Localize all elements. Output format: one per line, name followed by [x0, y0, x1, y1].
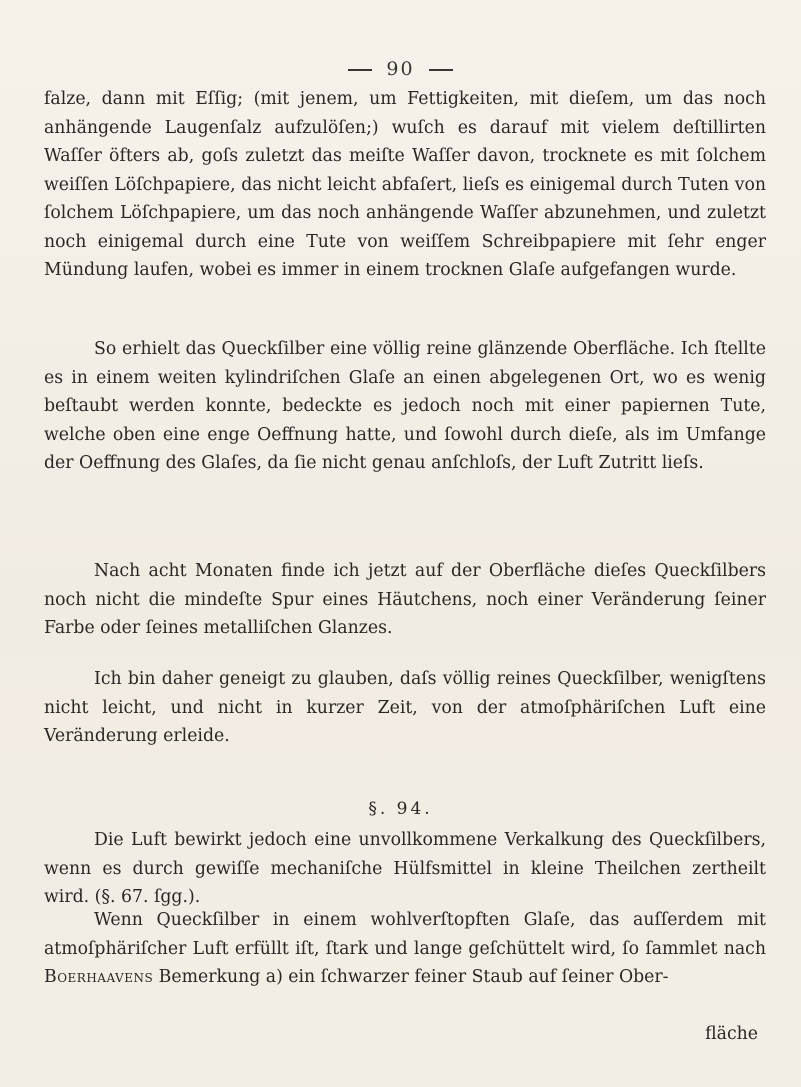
- right-dash-decoration: [429, 69, 453, 71]
- paragraph-6-text-a: Wenn Queckſilber in einem wohlverſtopften Glaſe, das auſſerdem mit atmoſphäriſcher Luft erfüllt iſt, ſtark und lange geſchüttelt wird, ſo ſammlet nach: [44, 910, 766, 959]
- paragraph-1-block: [44, 85, 766, 285]
- page-number: 90: [386, 58, 415, 80]
- paragraph-5: Die Luft bewirkt jedoch eine unvollkommene Verkalkung des Queckſilbers, wenn es durch gewiſſe mechaniſche Hülfsmittel in kleine Theilchen zertheilt wird. (§. 67. ſgg.).: [44, 830, 766, 907]
- paragraph-6-block: [44, 906, 766, 992]
- paragraph-2: So erhielt das Queckſilber eine völlig reine glänzende Oberfläche. Ich ſtellte es in einem weiten kylindriſchen Glaſe an einen abgelegenen Ort, wo es wenig beſtaubt werden konnte, bedeckte es jedoch noch mit einer papiernen Tute, welche oben eine enge Oeffnung hatte, und ſowohl durch dieſe, als im Umfange der Oeffnung des Glaſes, da ſie nicht genau anſchloſs, der Luft Zutritt lieſs.: [44, 339, 766, 473]
- paragraph-4: Ich bin daher geneigt zu glauben, daſs völlig reines Queckſilber, wenigſtens nicht leicht, und nicht in kurzer Zeit, von der atmoſphäriſchen Luft eine Veränderung erleide.: [44, 669, 766, 746]
- paragraph-2-block: [44, 335, 766, 478]
- paragraph-5-block: [44, 826, 766, 912]
- section-heading: §. 94.: [368, 799, 433, 819]
- left-dash-decoration: [348, 69, 372, 71]
- author-name: Boerhaavens: [44, 967, 154, 987]
- paragraph-3: Nach acht Monaten finde ich jetzt auf der Oberfläche dieſes Queckſilbers noch nicht die mindeſte Spur eines Häutchens, noch einer Veränderung ſeiner Farbe oder ſeines metalliſchen Glanzes.: [44, 561, 766, 638]
- running-head: [0, 58, 801, 80]
- paragraph-1: falze, dann mit Eſſig; (mit jenem, um Fettigkeiten, mit dieſem, um das noch anhängende Laugenſalz aufzulöſen;) wuſch es darauf mit vielem deſtillirten Waſſer öfters ab, goſs zuletzt das meiſte Waſſer davon, trocknete es mit ſolchem weiſſen Löſchpapiere, das nicht leicht abfaſert, lieſs es einigemal durch Tuten von ſolchem Löſchpapiere, um das noch anhängende Waſſer abzunehmen, und zuletzt noch einigemal durch eine Tute von weiſſem Schreibpapiere mit ſehr enger Mündung laufen, wobei es immer in einem trocknen Glaſe aufgefangen wurde.: [44, 89, 766, 280]
- paragraph-6: [44, 906, 766, 992]
- catchword: fläche: [705, 1024, 758, 1044]
- paragraph-4-block: [44, 665, 766, 751]
- paragraph-3-block: [44, 557, 766, 643]
- paragraph-6-text-b: Bemerkung a) ein ſchwarzer feiner Staub auf ſeiner Ober-: [153, 967, 669, 987]
